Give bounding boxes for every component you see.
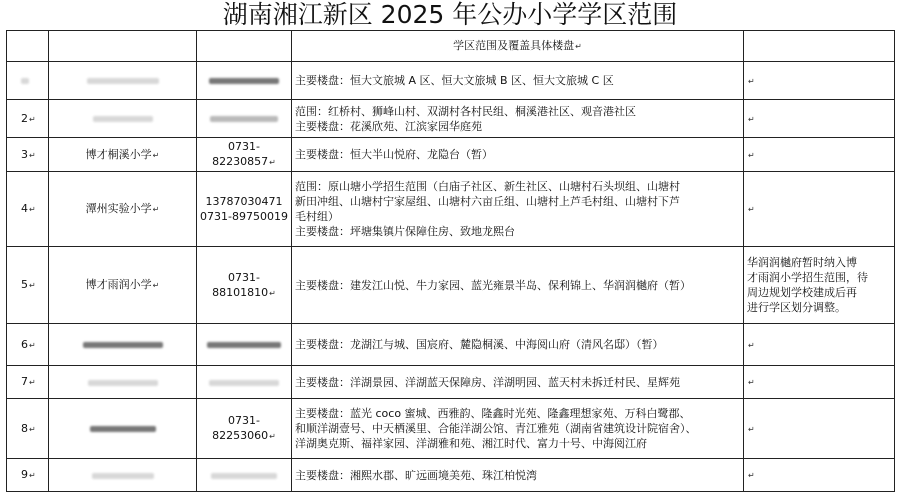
- table-row: [7, 247, 895, 324]
- redacted-phone: [209, 78, 279, 84]
- phone-cell: [197, 324, 292, 366]
- header-note-cell: [744, 31, 895, 62]
- table-row: [7, 138, 895, 172]
- header-range-cell: [292, 31, 744, 62]
- row-number: [7, 62, 49, 100]
- redacted-phone: [210, 116, 278, 122]
- row-number: 9↵: [7, 459, 49, 492]
- table-row: [7, 366, 895, 399]
- redacted-school: [92, 473, 154, 479]
- note-line: 华润润樾府暂时纳入博: [747, 256, 857, 269]
- range-line: 主要楼盘：湘熙水郡、旷远画境美苑、珠江柏悦湾: [295, 468, 537, 482]
- note-line: 进行学区划分调整。: [747, 301, 846, 314]
- redacted-number: [21, 78, 29, 84]
- school-name-cell: [49, 459, 197, 492]
- table-row: [7, 100, 895, 138]
- school-name-cell: 潭州实验小学↵: [49, 172, 197, 247]
- note-cell: ↵: [744, 399, 895, 459]
- phone-cell: 0731-82230857↵: [197, 138, 292, 172]
- table-row: [7, 324, 895, 366]
- range-cell: [292, 366, 744, 399]
- range-cell: [292, 459, 744, 492]
- redacted-school: [93, 116, 153, 122]
- note-line: 才雨润小学招生范围，待: [747, 271, 868, 284]
- row-number: 5↵: [7, 247, 49, 324]
- note-cell: ↵: [744, 138, 895, 172]
- note-cell: ↵: [744, 62, 895, 100]
- school-name-cell: [49, 324, 197, 366]
- table-row: [7, 459, 895, 492]
- row-number: 7↵: [7, 366, 49, 399]
- school-name-cell: [49, 366, 197, 399]
- range-line: 主要楼盘：洋湖景园、洋湖蓝天保障房、洋湖明园、蓝天村未拆迁村民、星辉苑: [295, 375, 680, 389]
- phone-cell: [197, 366, 292, 399]
- row-number: 8↵: [7, 399, 49, 459]
- phone-cell: 13787030471 0731-89750019: [197, 172, 292, 247]
- note-cell: ↵: [744, 100, 895, 138]
- range-line: 主要楼盘：龙湖江与城、国宸府、麓隐桐溪、中海阅山府（清风名邸）（暂）: [295, 338, 664, 351]
- note-cell: [744, 247, 895, 324]
- phone-cell: [197, 459, 292, 492]
- header-range-label: 学区范围及覆盖具体楼盘: [453, 39, 575, 52]
- range-line: 主要楼盘：蓝光 coco 蜜城、西雅韵、隆鑫时光苑、隆鑫理想家苑、万科白鹭郡、: [295, 407, 691, 420]
- phone-cell: 0731-88101810↵: [197, 247, 292, 324]
- redacted-school: [83, 342, 163, 348]
- range-line: 新田冲组、山塘村宁家屋组、山塘村六亩丘组、山塘村上芦毛村组、山塘村下芦: [295, 195, 680, 208]
- range-line: 和顺洋湖壹号、中天栖溪里、合能洋湖公馆、青江雅苑（湖南省建筑设计院宿舍）、: [295, 422, 697, 435]
- table-row: [7, 62, 895, 100]
- range-cell: [292, 62, 744, 100]
- row-number: 3↵: [7, 138, 49, 172]
- school-name-cell: [49, 100, 197, 138]
- school-name-cell: 博才桐溪小学↵: [49, 138, 197, 172]
- header-phone-cell: [197, 31, 292, 62]
- range-line: 主要楼盘：恒大文旅城 A 区、恒大文旅城 B 区、恒大文旅城 C 区: [295, 74, 614, 87]
- range-line: 洋湖奥克斯、福祥家园、洋湖雅和苑、湘江时代、富力十号、中海阅江府: [295, 437, 647, 450]
- range-line: 范围：原山塘小学招生范围（白庙子社区、新生社区、山塘村石头坝组、山塘村: [295, 180, 680, 193]
- row-number: 6↵: [7, 324, 49, 366]
- range-line: 主要楼盘：花溪欣苑、江滨家园华庭苑: [295, 119, 482, 133]
- redacted-phone: [211, 473, 277, 479]
- range-line: 范围：红桥村、狮峰山村、双湖村各村民组、桐溪港社区、观音港社区: [295, 104, 636, 118]
- table-row: [7, 172, 895, 247]
- note-cell: ↵: [744, 366, 895, 399]
- range-line: 毛村组）: [295, 210, 339, 223]
- note-cell: ↵: [744, 172, 895, 247]
- header-school-cell: [49, 31, 197, 62]
- paragraph-mark: ↵: [575, 42, 582, 51]
- header-no-cell: [7, 31, 49, 62]
- school-name-cell: [49, 399, 197, 459]
- range-cell: [292, 172, 744, 247]
- redacted-school: [90, 426, 156, 432]
- redacted-phone: [209, 380, 279, 386]
- range-line: 主要楼盘：坪塘集镇片保障住房、致地龙熙台: [295, 225, 515, 238]
- school-name-cell: [49, 62, 197, 100]
- range-line: 主要楼盘：恒大半山悦府、龙隐台（暂）: [295, 148, 493, 161]
- range-cell: [292, 138, 744, 172]
- note-cell: ↵: [744, 324, 895, 366]
- school-name-cell: 博才雨润小学↵: [49, 247, 197, 324]
- page-title: 湖南湘江新区 2025 年公办小学学区范围: [222, 0, 678, 29]
- range-cell: [292, 247, 744, 324]
- row-number: 2↵: [7, 100, 49, 138]
- range-cell: [292, 324, 744, 366]
- range-cell: [292, 100, 744, 138]
- phone-cell: [197, 100, 292, 138]
- note-cell: ↵: [744, 459, 895, 492]
- phone-cell: 0731-82253060↵: [197, 399, 292, 459]
- row-number: 4↵: [7, 172, 49, 247]
- table-header-row: [7, 31, 895, 62]
- table-row: [7, 399, 895, 459]
- school-district-table: [6, 30, 895, 492]
- redacted-school: [88, 380, 158, 386]
- note-line: 周边规划学校建成后再: [747, 286, 857, 299]
- redacted-school: [87, 78, 159, 84]
- range-cell: [292, 399, 744, 459]
- phone-cell: [197, 62, 292, 100]
- redacted-phone: [207, 342, 281, 348]
- range-line: 主要楼盘：建发江山悦、牛力家园、蓝光雍景半岛、保利锦上、华润润樾府（暂）: [295, 278, 691, 292]
